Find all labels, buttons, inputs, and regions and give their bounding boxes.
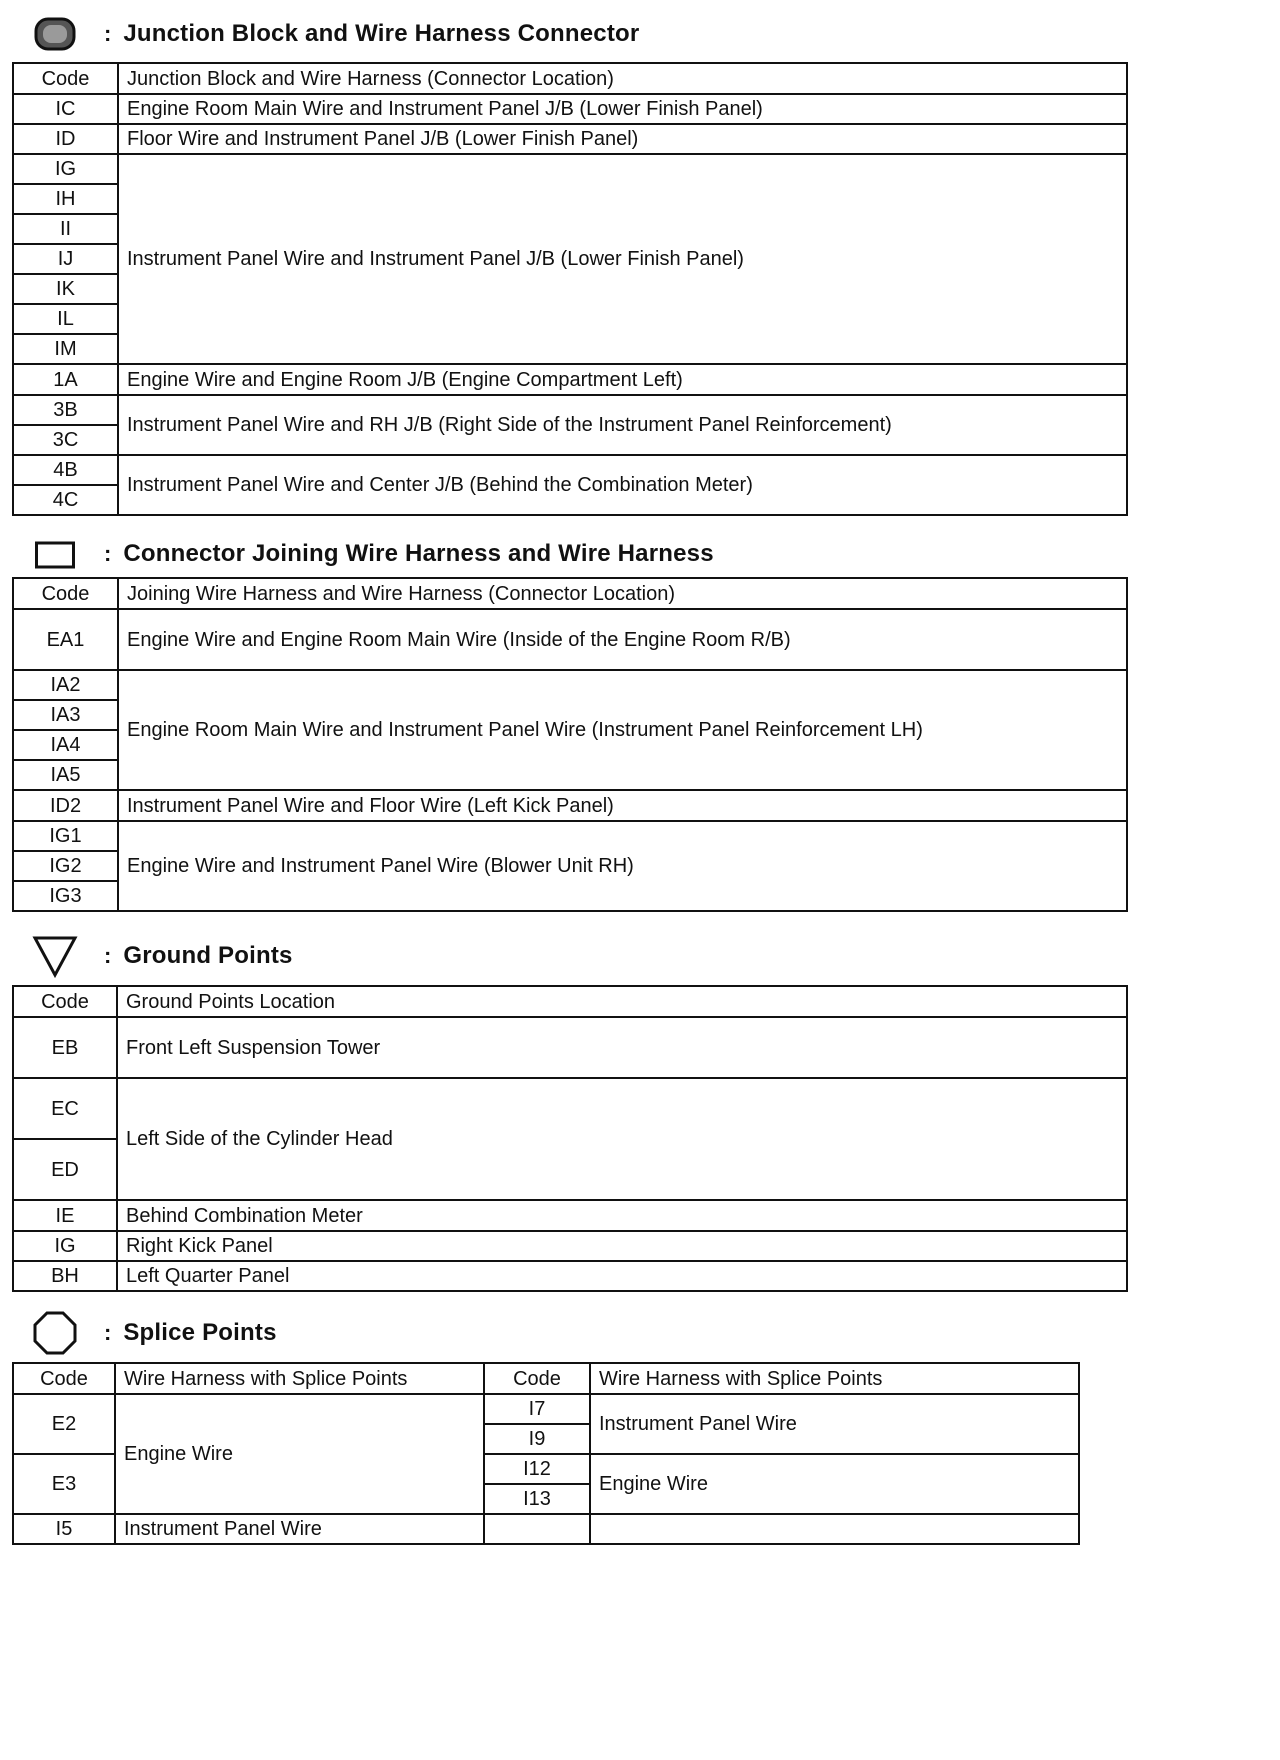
code-cell: IG3 [13, 881, 118, 911]
ground-section-heading [32, 932, 293, 980]
location-cell: Front Left Suspension Tower [117, 1017, 1127, 1078]
code-cell: IG [13, 1231, 117, 1261]
splice-section-title: Splice Points [123, 1319, 277, 1346]
splice-table [12, 1362, 1080, 1545]
header-code: Code [13, 578, 118, 609]
location-cell: Behind Combination Meter [117, 1200, 1127, 1231]
splice-section-heading [32, 1310, 277, 1356]
table-row [13, 455, 1127, 485]
header-code-right: Code [484, 1363, 590, 1394]
location-cell: Engine Wire and Instrument Panel Wire (Blower Unit RH) [118, 821, 1127, 911]
table-row [13, 94, 1127, 124]
code-cell: IM [13, 334, 118, 364]
table-row [13, 609, 1127, 670]
junction-table [12, 62, 1128, 516]
code-cell: ID2 [13, 790, 118, 821]
table-row [13, 124, 1127, 154]
code-cell: ID [13, 124, 118, 154]
location-cell: Engine Room Main Wire and Instrument Panel Wire (Instrument Panel Reinforcement LH) [118, 670, 1127, 790]
code-cell: IL [13, 304, 118, 334]
ground-table [12, 985, 1128, 1292]
code-cell: 1A [13, 364, 118, 395]
connector-section-title: Connector Joining Wire Harness and Wire Harness [123, 540, 714, 567]
code-cell: IG1 [13, 821, 118, 851]
location-cell: Instrument Panel Wire and Center J/B (Behind the Combination Meter) [118, 455, 1127, 515]
connector-symbol-icon [34, 537, 76, 571]
table-row [13, 821, 1127, 851]
table-row [13, 1261, 1127, 1291]
code-cell: IA5 [13, 760, 118, 790]
table-row [13, 1200, 1127, 1231]
table-row [13, 1363, 1079, 1394]
header-code: Code [13, 1363, 115, 1394]
table-row [13, 670, 1127, 700]
table-row [13, 1514, 1079, 1544]
wire-harness-cell: Instrument Panel Wire [115, 1514, 484, 1544]
code-cell: EA1 [13, 609, 118, 670]
empty-cell [590, 1514, 1079, 1544]
ground-point-triangle-icon [32, 933, 78, 979]
code-cell: I5 [13, 1514, 115, 1544]
empty-cell [484, 1514, 590, 1544]
location-cell: Engine Wire and Engine Room Main Wire (Inside of the Engine Room R/B) [118, 609, 1127, 670]
table-row [13, 790, 1127, 821]
table-row [13, 578, 1127, 609]
wire-harness-cell-right: Engine Wire [590, 1454, 1079, 1514]
header-wire-harness-right: Wire Harness with Splice Points [590, 1363, 1079, 1394]
code-cell: BH [13, 1261, 117, 1291]
code-cell: IE [13, 1200, 117, 1231]
code-cell: ED [13, 1139, 117, 1200]
junction-section-heading [34, 14, 639, 54]
connector-section-heading [34, 534, 714, 574]
location-cell: Engine Wire and Engine Room J/B (Engine Compartment Left) [118, 364, 1127, 395]
code-cell: E3 [13, 1454, 115, 1514]
connector-table [12, 577, 1128, 912]
code-cell-right: I7 [484, 1394, 590, 1424]
code-cell: 4B [13, 455, 118, 485]
code-cell: IG2 [13, 851, 118, 881]
location-cell: Right Kick Panel [117, 1231, 1127, 1261]
table-row [13, 364, 1127, 395]
junction-section-title: Junction Block and Wire Harness Connector [123, 20, 640, 47]
table-row [13, 63, 1127, 94]
table-row [13, 395, 1127, 425]
code-cell: 4C [13, 485, 118, 515]
table-row [13, 1231, 1127, 1261]
location-cell: Left Side of the Cylinder Head [117, 1078, 1127, 1200]
header-location: Ground Points Location [117, 986, 1127, 1017]
location-cell: Floor Wire and Instrument Panel J/B (Lower Finish Panel) [118, 124, 1127, 154]
code-cell: IA2 [13, 670, 118, 700]
code-cell: IH [13, 184, 118, 214]
location-cell: Left Quarter Panel [117, 1261, 1127, 1291]
code-cell-right: I9 [484, 1424, 590, 1454]
header-code: Code [13, 986, 117, 1017]
header-location: Junction Block and Wire Harness (Connector Location) [118, 63, 1127, 94]
junction-block-symbol-icon [34, 16, 76, 52]
code-cell-right: I12 [484, 1454, 590, 1484]
ground-section-title: Ground Points [123, 942, 293, 969]
code-cell: IC [13, 94, 118, 124]
code-cell-right: I13 [484, 1484, 590, 1514]
code-cell: IA4 [13, 730, 118, 760]
splice-colon: : [104, 1320, 112, 1345]
code-cell: E2 [13, 1394, 115, 1454]
header-location: Joining Wire Harness and Wire Harness (Connector Location) [118, 578, 1127, 609]
junction-colon: : [104, 21, 112, 46]
code-cell: 3B [13, 395, 118, 425]
connector-colon: : [104, 541, 112, 566]
location-cell: Engine Room Main Wire and Instrument Panel J/B (Lower Finish Panel) [118, 94, 1127, 124]
location-cell: Instrument Panel Wire and Instrument Panel J/B (Lower Finish Panel) [118, 154, 1127, 364]
wire-harness-cell: Engine Wire [115, 1394, 484, 1514]
code-cell: II [13, 214, 118, 244]
code-cell: IA3 [13, 700, 118, 730]
code-cell: EB [13, 1017, 117, 1078]
table-row [13, 154, 1127, 184]
location-cell: Instrument Panel Wire and Floor Wire (Left Kick Panel) [118, 790, 1127, 821]
code-cell: IG [13, 154, 118, 184]
header-wire-harness: Wire Harness with Splice Points [115, 1363, 484, 1394]
code-cell: IK [13, 274, 118, 304]
location-cell: Instrument Panel Wire and RH J/B (Right Side of the Instrument Panel Reinforcement) [118, 395, 1127, 455]
code-cell: EC [13, 1078, 117, 1139]
splice-point-octagon-icon [32, 1310, 78, 1356]
code-cell: IJ [13, 244, 118, 274]
table-row [13, 1078, 1127, 1139]
table-row [13, 1394, 1079, 1424]
table-row [13, 986, 1127, 1017]
table-row [13, 1017, 1127, 1078]
code-cell: 3C [13, 425, 118, 455]
header-code: Code [13, 63, 118, 94]
ground-colon: : [104, 943, 112, 968]
wire-harness-cell-right: Instrument Panel Wire [590, 1394, 1079, 1454]
